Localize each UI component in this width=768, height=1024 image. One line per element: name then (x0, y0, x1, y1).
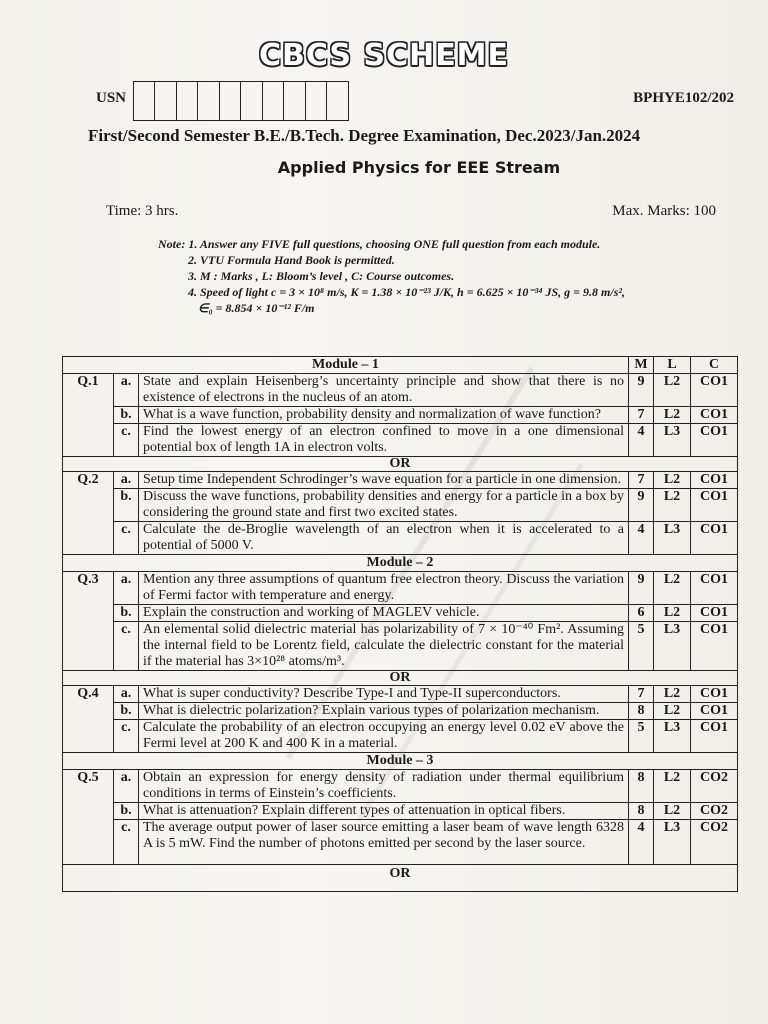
usn-box (262, 81, 285, 121)
question-row (63, 605, 738, 622)
level-cell: L3 (654, 522, 691, 555)
module-title: Module – 2 (63, 555, 738, 572)
level-cell: L3 (654, 622, 691, 671)
co-cell: CO1 (691, 489, 738, 522)
co-cell: CO1 (691, 703, 738, 720)
question-text: Calculate the probability of an electron occupying an energy level 0.02 eV above the Fermi level at 200 K and 400 K in a material. (139, 720, 629, 753)
question-text: Mention any three assumptions of quantum free electron theory. Discuss the variation of Fermi factor with temperature and energy. (139, 572, 629, 605)
usn-box (197, 81, 220, 121)
question-text: What is a wave function, probability density and normalization of wave function? (139, 407, 629, 424)
co-cell: CO2 (691, 820, 738, 865)
marks-cell: 6 (629, 605, 654, 622)
subject-code: BPHYE102/202 (633, 90, 734, 106)
question-row (63, 803, 738, 820)
question-row (63, 424, 738, 457)
co-cell: CO1 (691, 374, 738, 407)
question-row (63, 572, 738, 605)
instructions (158, 236, 625, 316)
part-label: a. (114, 572, 139, 605)
usn-box (154, 81, 177, 121)
usn-box (240, 81, 263, 121)
col-header-c: C (691, 357, 738, 374)
co-cell: CO1 (691, 720, 738, 753)
question-text: Discuss the wave functions, probability densities and energy for a particle in a box by considering the ground state and first two excited states. (139, 489, 629, 522)
part-label: b. (114, 605, 139, 622)
co-cell: CO1 (691, 424, 738, 457)
question-row (63, 374, 738, 407)
module-header-row (63, 357, 738, 374)
level-cell: L3 (654, 820, 691, 865)
question-number: Q.3 (63, 572, 114, 671)
question-number: Q.4 (63, 686, 114, 753)
note-4: 4. Speed of light c = 3 × 10⁸ m/s, K = 1.38 × 10⁻²³ J/K, h = 6.625 × 10⁻³⁴ JS, g = 9.8 m/s², (188, 285, 625, 299)
usn-box (326, 81, 349, 121)
marks-cell: 7 (629, 472, 654, 489)
part-label: a. (114, 770, 139, 803)
question-number: Q.5 (63, 770, 114, 865)
scheme-stamp: CBCS SCHEME (258, 38, 510, 73)
level-cell: L2 (654, 489, 691, 522)
question-number: Q.1 (63, 374, 114, 457)
marks-cell: 8 (629, 770, 654, 803)
part-label: a. (114, 472, 139, 489)
question-text: State and explain Heisenberg’s uncertainty principle and show that there is no existence of electrons in the nucleus of an atom. (139, 374, 629, 407)
marks-cell: 7 (629, 686, 654, 703)
level-cell: L2 (654, 472, 691, 489)
usn-box (133, 81, 156, 121)
question-text: Explain the construction and working of MAGLEV vehicle. (139, 605, 629, 622)
question-text: An elemental solid dielectric material has polarizability of 7 × 10⁻⁴⁰ Fm². Assuming the internal field to be Lorentz field, calculate the dielectric constant for the material if the material has 3×10²⁸ atoms/m³. (139, 622, 629, 671)
usn-box (283, 81, 306, 121)
part-label: b. (114, 803, 139, 820)
question-table (62, 356, 738, 892)
or-label: OR (63, 865, 738, 892)
question-row (63, 522, 738, 555)
level-cell: L2 (654, 374, 691, 407)
question-text: What is attenuation? Explain different types of attenuation in optical fibers. (139, 803, 629, 820)
level-cell: L2 (654, 605, 691, 622)
question-row (63, 472, 738, 489)
level-cell: L2 (654, 407, 691, 424)
max-marks-label: Max. Marks: 100 (612, 203, 716, 219)
level-cell: L2 (654, 703, 691, 720)
marks-cell: 4 (629, 820, 654, 865)
col-header-l: L (654, 357, 691, 374)
part-label: c. (114, 424, 139, 457)
part-label: c. (114, 622, 139, 671)
exam-title: First/Second Semester B.E./B.Tech. Degree Examination, Dec.2023/Jan.2024 (88, 126, 641, 145)
question-row (63, 720, 738, 753)
level-cell: L3 (654, 424, 691, 457)
or-label: OR (63, 671, 738, 686)
usn-box (219, 81, 242, 121)
col-header-m: M (629, 357, 654, 374)
usn-label: USN (96, 90, 127, 106)
marks-cell: 9 (629, 572, 654, 605)
marks-cell: 4 (629, 424, 654, 457)
question-text: The average output power of laser source emitting a laser beam of wave length 6328 A is 5 mW. Find the number of photons emitted per second by the laser source. (139, 820, 629, 865)
level-cell: L3 (654, 720, 691, 753)
part-label: c. (114, 820, 139, 865)
note-3: 3. M : Marks , L: Bloom’s level , C: Course outcomes. (188, 269, 455, 283)
marks-cell: 5 (629, 622, 654, 671)
module-title: Module – 3 (63, 753, 738, 770)
question-text: Find the lowest energy of an electron confined to move in a one dimensional potential box of length 1A in electron volts. (139, 424, 629, 457)
question-row (63, 703, 738, 720)
question-text: Obtain an expression for energy density of radiation under thermal equilibrium conditions in terms of Einstein’s coefficients. (139, 770, 629, 803)
part-label: c. (114, 522, 139, 555)
question-text: Setup time Independent Schrodinger’s wave equation for a particle in one dimension. (139, 472, 629, 489)
question-row (63, 407, 738, 424)
level-cell: L2 (654, 686, 691, 703)
question-number: Q.2 (63, 472, 114, 555)
module-title: Module – 1 (63, 357, 629, 374)
question-row (63, 820, 738, 865)
part-label: b. (114, 703, 139, 720)
level-cell: L2 (654, 803, 691, 820)
marks-cell: 7 (629, 407, 654, 424)
co-cell: CO1 (691, 522, 738, 555)
part-label: b. (114, 489, 139, 522)
co-cell: CO1 (691, 686, 738, 703)
co-cell: CO1 (691, 407, 738, 424)
note-2: 2. VTU Formula Hand Book is permitted. (188, 253, 395, 267)
part-label: a. (114, 686, 139, 703)
question-text: Calculate the de-Broglie wavelength of an electron when it is accelerated to a potential of 5000 V. (139, 522, 629, 555)
or-row (63, 865, 738, 892)
or-label: OR (63, 457, 738, 472)
co-cell: CO2 (691, 803, 738, 820)
marks-cell: 5 (629, 720, 654, 753)
part-label: a. (114, 374, 139, 407)
co-cell: CO1 (691, 605, 738, 622)
or-row (63, 457, 738, 472)
marks-cell: 8 (629, 803, 654, 820)
or-row (63, 671, 738, 686)
usn-box (176, 81, 199, 121)
co-cell: CO1 (691, 622, 738, 671)
part-label: c. (114, 720, 139, 753)
subject-title: Applied Physics for EEE Stream (277, 158, 561, 177)
level-cell: L2 (654, 572, 691, 605)
question-row (63, 489, 738, 522)
question-text: What is dielectric polarization? Explain various types of polarization mechanism. (139, 703, 629, 720)
marks-cell: 9 (629, 489, 654, 522)
note-1: Note: 1. Answer any FIVE full questions, choosing ONE full question from each module. (158, 237, 601, 251)
question-text: What is super conductivity? Describe Type-I and Type-II superconductors. (139, 686, 629, 703)
marks-cell: 8 (629, 703, 654, 720)
time-label: Time: 3 hrs. (106, 203, 179, 219)
question-row (63, 686, 738, 703)
note-5: ∈₀ = 8.854 × 10⁻¹² F/m (198, 301, 315, 315)
question-row (63, 770, 738, 803)
part-label: b. (114, 407, 139, 424)
marks-cell: 9 (629, 374, 654, 407)
co-cell: CO2 (691, 770, 738, 803)
marks-cell: 4 (629, 522, 654, 555)
module-header-row (63, 555, 738, 572)
question-row (63, 622, 738, 671)
co-cell: CO1 (691, 572, 738, 605)
level-cell: L2 (654, 770, 691, 803)
usn-box (305, 81, 328, 121)
module-header-row (63, 753, 738, 770)
co-cell: CO1 (691, 472, 738, 489)
usn-boxes (134, 81, 349, 121)
